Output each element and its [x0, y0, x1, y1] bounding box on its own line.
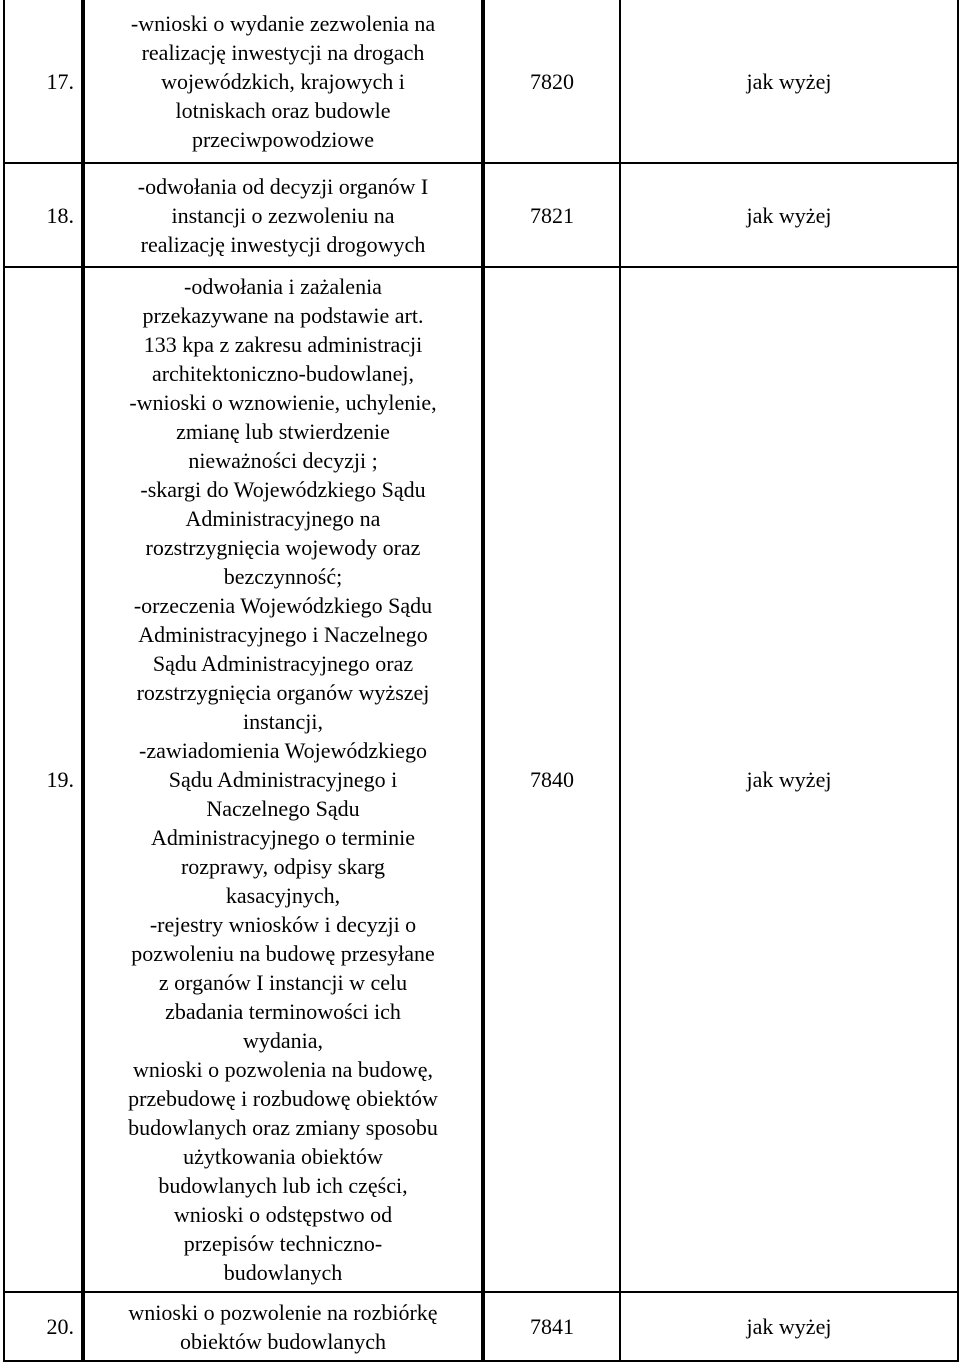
row-number: 19.: [4, 267, 82, 1292]
row-code: 7841: [484, 1292, 620, 1361]
row-description: [84, 0, 482, 163]
document-table: [3, 0, 959, 1362]
row-description-text: -odwołania i zażalenia przekazywane na podstawie art. 133 kpa z zakresu administracji architektoniczno-budowlanej, -wnioski o wznowienie, uchylenie, zmianę lub stwierdzenie nieważności decyzji ; -skargi do Wojewódzkiego Sądu Administracyjnego na rozstrzygnięcia wojewody oraz bezczynność; -orzeczenia Wojewódzkiego Sądu Administracyjnego i Naczelnego Sądu Administracyjnego oraz rozstrzygnięcia organów wyższej instancji, -zawiadomienia Wojewódzkiego Sądu Administracyjnego i Naczelnego Sądu Administracyjnego o terminie rozprawy, odpisy skarg kasacyjnych, -rejestry wniosków i decyzji o pozwoleniu na budowę przesyłane z organów I instancji w celu zbadania terminowości ich wydania, wnioski o pozwolenia na budowę, przebudowę i rozbudowę obiektów budowlanych oraz zmiany sposobu użytkowania obiektów budowlanych lub ich części, wnioski o odstępstwo od przepisów techniczno- budowlanych: [128, 274, 438, 1285]
row-description-text: -wnioski o wydanie zezwolenia na realizację inwestycji na drogach wojewódzkich, krajowych i lotniskach oraz budowle przeciwpowodziowe: [130, 10, 436, 152]
row-note: jak wyżej: [620, 267, 958, 1292]
table-row: [4, 0, 958, 163]
row-number: 17.: [4, 0, 82, 163]
row-note: jak wyżej: [620, 1292, 958, 1361]
row-note: jak wyżej: [620, 163, 958, 267]
row-description: [84, 267, 482, 1292]
row-description: [84, 1292, 482, 1361]
table-row: [4, 267, 958, 1292]
row-code: 7840: [484, 267, 620, 1292]
table-row: [4, 163, 958, 267]
table-row: [4, 1292, 958, 1361]
row-description: [84, 163, 482, 267]
row-number: 20.: [4, 1292, 82, 1361]
row-note: jak wyżej: [620, 0, 958, 163]
row-description-text: wnioski o pozwolenie na rozbiórkę obiektów budowlanych: [128, 1299, 438, 1354]
row-description-text: -odwołania od decyzji organów I instancji o zezwoleniu na realizację inwestycji drogowych: [137, 173, 429, 257]
row-code: 7821: [484, 163, 620, 267]
row-number: 18.: [4, 163, 82, 267]
row-code: 7820: [484, 0, 620, 163]
